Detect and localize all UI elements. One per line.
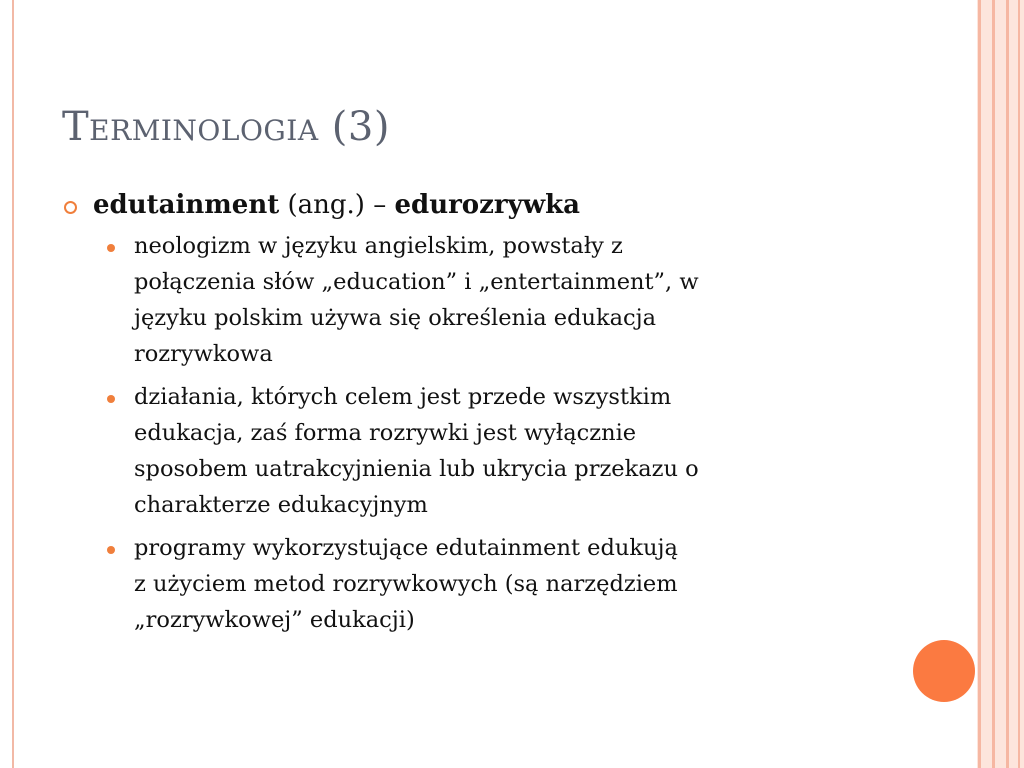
list-item-line: języku polskim używa się określenia edukacja bbox=[134, 305, 657, 331]
list-item-line: rozrywkowa bbox=[134, 341, 273, 367]
term: edutainment bbox=[93, 190, 280, 220]
list-item-line: sposobem uatrakcyjnienia lub ukrycia przekazu o bbox=[134, 456, 699, 482]
right-stripe bbox=[992, 0, 995, 768]
list-item-line: charakterze edukacyjnym bbox=[134, 492, 428, 518]
list-item bbox=[62, 379, 822, 523]
list-item bbox=[62, 228, 822, 372]
frame-left-line bbox=[12, 0, 14, 768]
dot-bullet-icon bbox=[107, 395, 115, 403]
term-translation: edurozrywka bbox=[394, 190, 580, 220]
dot-bullet-icon bbox=[107, 244, 115, 252]
list-item-line: „rozrywkowej” edukacji) bbox=[134, 607, 415, 633]
term-note: (ang.) – bbox=[279, 190, 395, 220]
right-stripe bbox=[1006, 0, 1009, 768]
list-item-line: działania, których celem jest przede wszystkim bbox=[134, 384, 672, 410]
list-item bbox=[62, 530, 822, 638]
right-stripe bbox=[978, 0, 981, 768]
list-item-line: programy wykorzystujące edutainment edukują bbox=[134, 535, 678, 561]
slide-title: Terminologia (3) bbox=[62, 104, 390, 150]
list-item-line: z użyciem metod rozrywkowych (są narzędziem bbox=[134, 571, 678, 597]
right-decorative-band bbox=[977, 0, 1024, 768]
list-item-line: neologizm w języku angielskim, powstały z bbox=[134, 233, 623, 259]
list-item-line: połączenia słów „education” i „entertainment”, w bbox=[134, 269, 699, 295]
sub-bullet-list bbox=[62, 228, 822, 638]
dot-bullet-icon bbox=[107, 546, 115, 554]
main-bullet bbox=[62, 188, 822, 222]
right-stripe bbox=[1018, 0, 1020, 768]
list-item-line: edukacja, zaś forma rozrywki jest wyłącznie bbox=[134, 420, 637, 446]
ring-bullet-icon bbox=[64, 201, 77, 214]
decorative-orange-circle bbox=[913, 640, 975, 702]
slide-content bbox=[62, 188, 822, 645]
